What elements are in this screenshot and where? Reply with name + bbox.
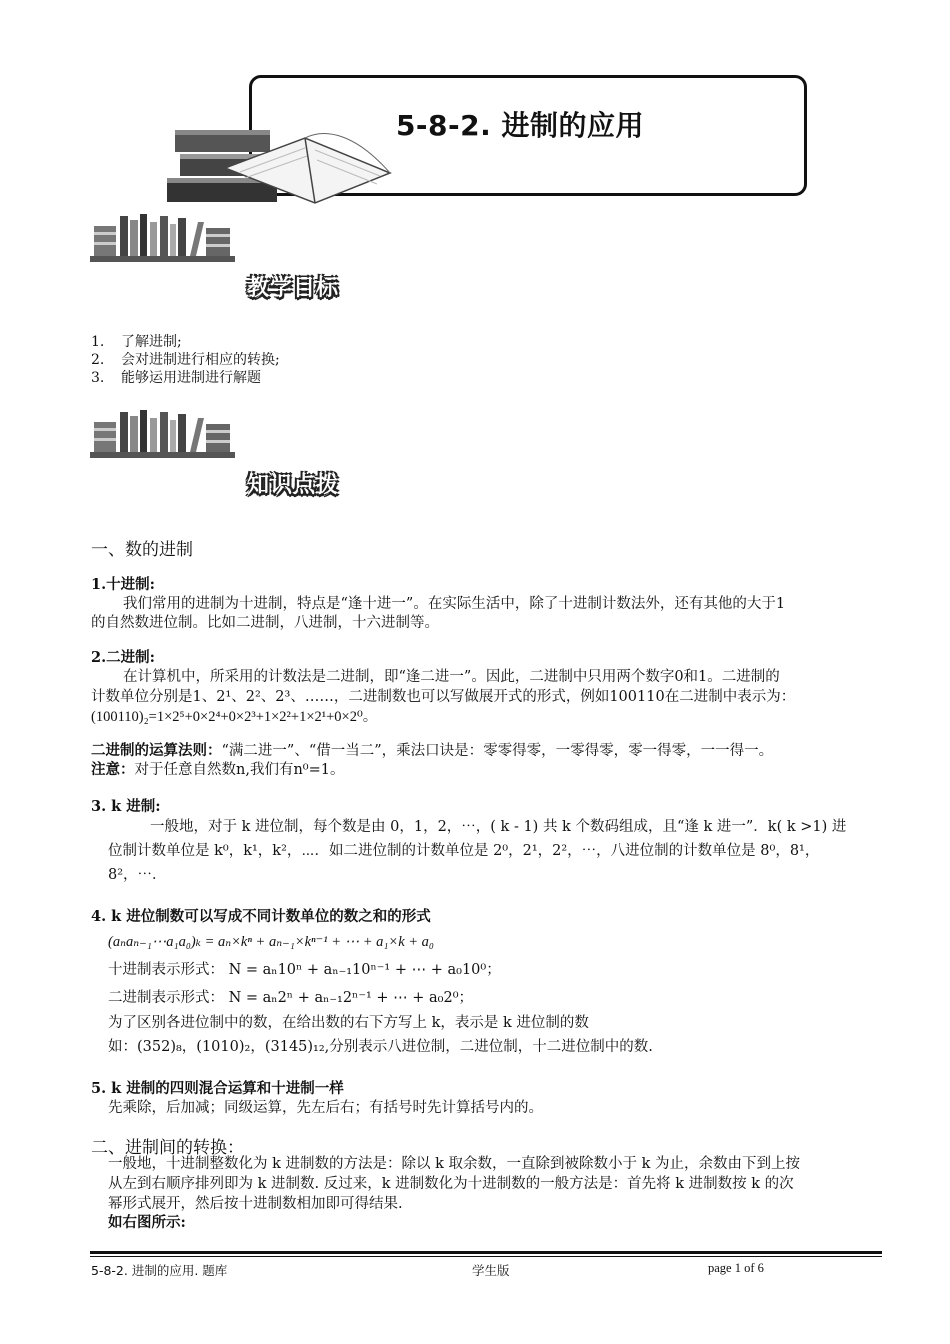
footer-doc-name: 5-8-2. 进制的应用. 题库 [91,1263,228,1278]
books-illustration [165,128,400,206]
section-heading: 二、进制间的转换： [91,1138,244,1158]
paragraph: 8²，⋯． [108,867,167,883]
paragraph: 一般地，十进制整数化为 k 进制数的方法是：除以 k 取余数，一直除到被除数小于 k 为止，余数由下到上按 [108,1156,801,1172]
subsection-title: 1.十进制: [91,576,155,593]
page-title: 5-8-2. 进制的应用 [395,109,645,142]
footer-divider [90,1251,882,1254]
paragraph: 为了区别各进位制中的数，在给出数的右下方写上 k，表示是 k 进位制的数 [108,1015,589,1031]
formula: 十进制表示形式： N = aₙ10ⁿ + aₙ₋₁10ⁿ⁻¹ + ⋯ + a₀10⁰； [108,962,501,978]
bookshelf-icon [90,408,235,460]
paragraph: 的自然数进位制。比如二进制，八进制，十六进制等。 [91,615,439,631]
footer-divider [90,1256,882,1257]
paragraph: 一般地，对于 k 进位制，每个数是由 0，1，2，⋯，( k - 1) 共 k 个数码组成，且“逢 k 进一”．k( k >1) 进 [150,819,847,835]
paragraph: 先乘除，后加减；同级运算，先左后右；有括号时先计算括号内的。 [108,1100,543,1116]
knowledge-banner: 知识点拨 [247,473,340,498]
footer-page-number: page 1 of 6 [708,1261,764,1275]
formula: (aₙaₙ₋₁⋯a₁a₀)ₖ = aₙ×kⁿ + aₙ₋₁×kⁿ⁻¹ + ⋯ + a₁×k + a₀ [108,934,434,950]
paragraph: 在计算机中，所采用的计数法是二进制，即“逢二进一”。因此，二进制中只用两个数字0和1。二进制的 [123,669,780,685]
paragraph: 如：(352)₈，(1010)₂，(3145)₁₂,分别表示八进位制，二进位制，十二进位制中的数. [108,1039,653,1055]
note-line: 注意：对于任意自然数n,我们有n⁰=1。 [91,761,345,778]
rule-line: 二进制的运算法则：“满二进一”、“借一当二”，乘法口诀是：零零得零，一零得零，零一得零，一一得一。 [91,742,774,759]
paragraph: 位制计数单位是 k⁰，k¹，k²，⋯．如二进位制的计数单位是 2⁰，2¹，2²，⋯，八进位制的计数单位是 8⁰，8¹， [108,843,820,859]
bookshelf-icon [90,212,235,264]
subsection-title: 3. k 进制: [91,798,161,815]
goals-list [91,333,280,387]
paragraph: 从左到右顺序排列即为 k 进制数. 反过来，k 进制数化为十进制数的一般方法是：首先将 k 进制数按 k 的次 [108,1176,794,1192]
section-heading: 一、数的进制 [91,540,193,560]
subsection-title: 5. k 进制的四则混合运算和十进制一样 [91,1080,344,1097]
paragraph: 我们常用的进制为十进制，特点是“逢十进一”。在实际生活中，除了十进制计数法外，还有其他的大于1 [123,596,786,612]
paragraph: 幂形式展开，然后按十进制数相加即可得结果. [108,1196,403,1212]
goals-banner: 教学目标 [247,276,340,301]
subsection-title: 2.二进制: [91,649,155,666]
list-item: 1. 了解进制; [91,334,182,350]
list-item: 2. 会对进制进行相应的转换; [91,352,280,368]
subsection-title: 4. k 进位制数可以写成不同计数单位的数之和的形式 [91,908,431,925]
formula: (100110)₂=1×2⁵+0×2⁴+0×2³+1×2²+1×2¹+0×2⁰。 [91,709,378,725]
formula: 二进制表示形式： N = aₙ2ⁿ + aₙ₋₁2ⁿ⁻¹ + ⋯ + a₀2⁰； [108,990,474,1006]
list-item: 3. 能够运用进制进行解题 [91,370,261,386]
footer-edition: 学生版 [472,1263,510,1278]
paragraph: 计数单位分别是1、2¹、2²、2³、……，二进制数也可以写做展开式的形式，例如100110在二进制中表示为： [91,689,796,705]
paragraph: 如右图所示: [108,1214,186,1231]
